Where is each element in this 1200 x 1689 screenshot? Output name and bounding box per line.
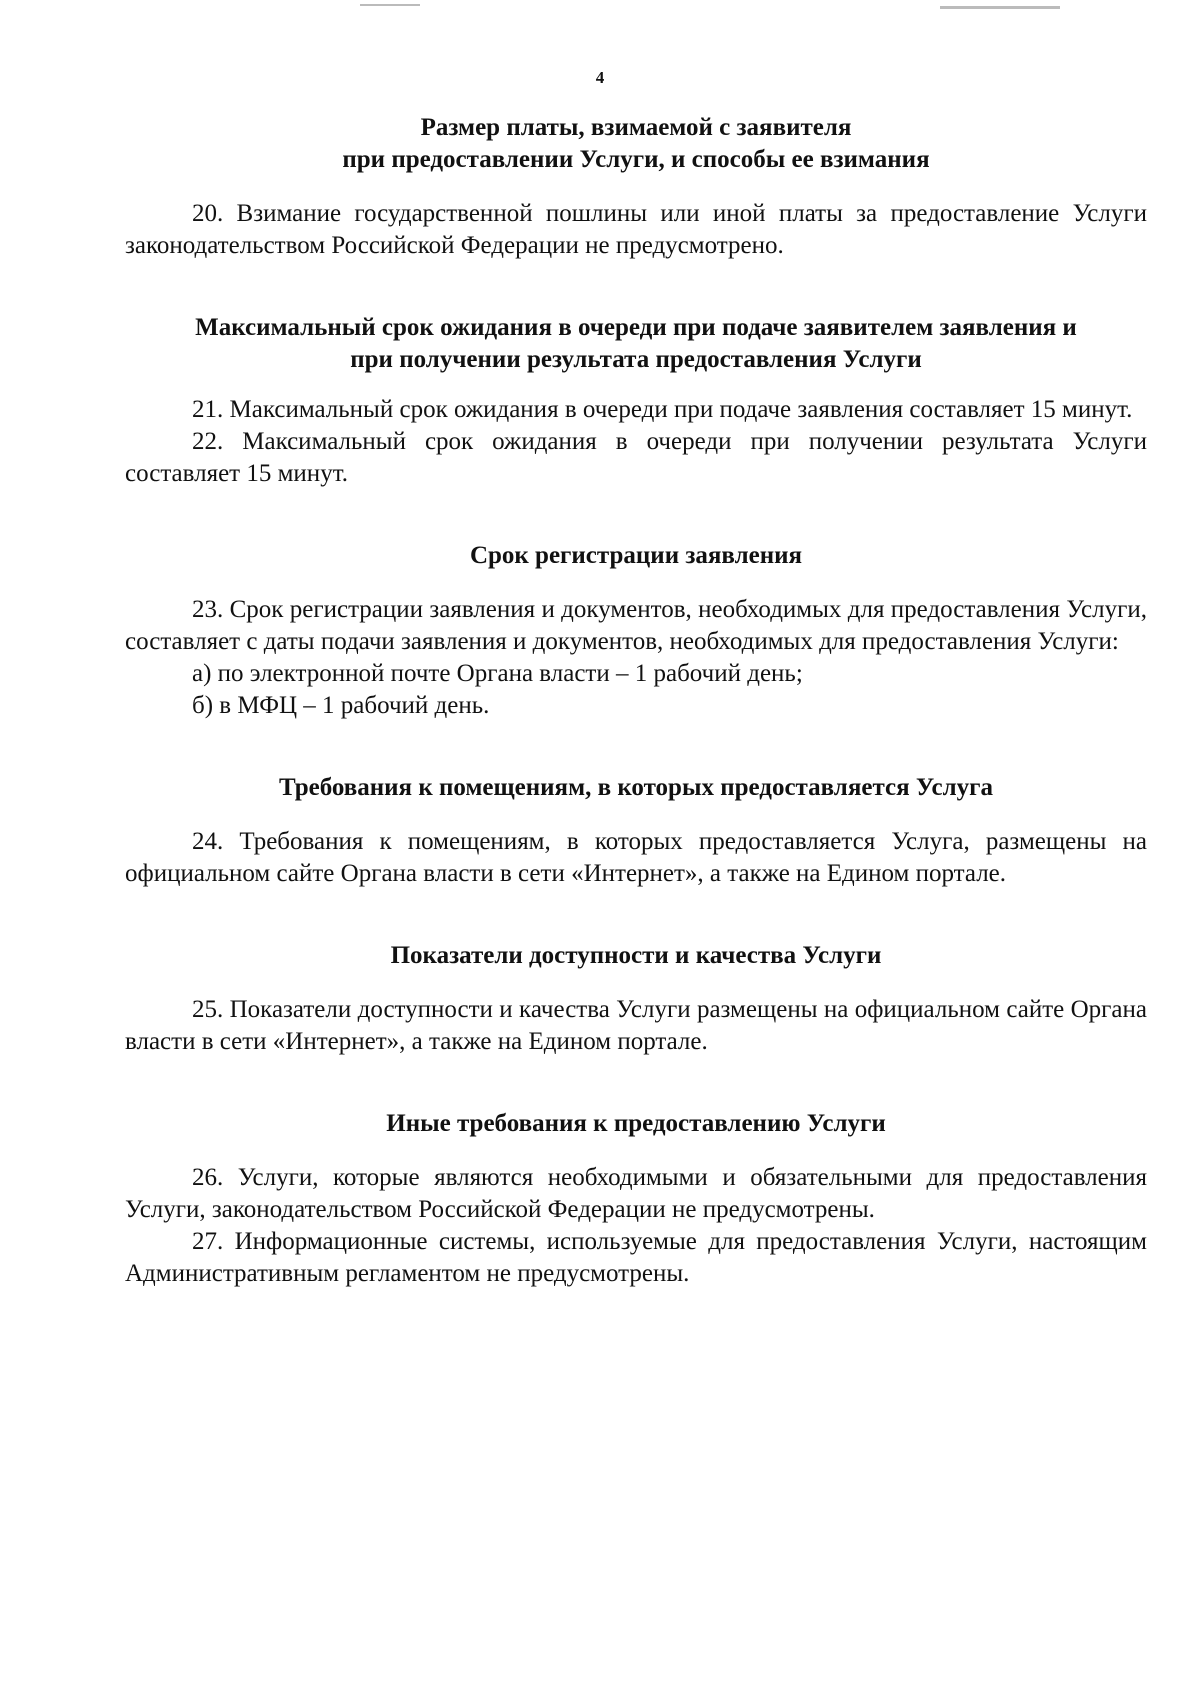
section-heading: Иные требования к предоставлению Услуги [386,1110,886,1137]
scan-artifact [940,6,1060,9]
section-heading: Размер платы, взимаемой с заявителя [420,114,852,141]
section-heading: при предоставлении Услуги, и способы ее взимания [342,146,930,173]
section-queue-time [125,312,1147,490]
paragraph: 26. Услуги, которые являются необходимыми и обязательными для предоставления Услуги, законодательством Российской Федерации не предусмотрены. [125,1164,1147,1223]
paragraph: 21. Максимальный срок ожидания в очереди при подаче заявления составляет 15 минут. [192,396,1133,423]
paragraph: 25. Показатели доступности и качества Услуги размещены на официальном сайте Органа власти в сети «Интернет», а также на Едином портале. [125,996,1147,1055]
page-number: 4 [595,68,605,87]
section-heading: Срок регистрации заявления [469,542,803,569]
paragraph: 22. Максимальный срок ожидания в очереди при получении результата Услуги составляет 15 минут. [125,428,1147,487]
section-heading: Требования к помещениям, в которых предоставляется Услуга [278,774,994,801]
paragraph: 23. Срок регистрации заявления и документов, необходимых для предоставления Услуги, составляет с даты подачи заявления и документов, необходимых для предоставления Услуги: [125,596,1147,655]
section-heading: Максимальный срок ожидания в очереди при подаче заявителем заявления и [195,314,1077,341]
section-registration-time [125,540,1147,722]
section-premises [125,772,1147,890]
section-fee [125,112,1147,262]
section-heading: Показатели доступности и качества Услуги [390,942,882,969]
paragraph: 27. Информационные системы, используемые для предоставления Услуги, настоящим Административным регламентом не предусмотрены. [125,1228,1147,1287]
scan-artifact [360,4,420,6]
list-item: б) в МФЦ – 1 рабочий день. [192,692,490,719]
section-quality-indicators [125,940,1147,1058]
document-body [125,112,1147,1290]
section-heading: при получении результата предоставления Услуги [350,346,922,373]
list-item: а) по электронной почте Органа власти – 1 рабочий день; [192,660,803,687]
section-other-requirements [125,1108,1147,1290]
paragraph: 24. Требования к помещениям, в которых предоставляется Услуга, размещены на официальном сайте Органа власти в сети «Интернет», а также на Едином портале. [125,828,1147,887]
paragraph: 20. Взимание государственной пошлины или иной платы за предоставление Услуги законодательством Российской Федерации не предусмотрено. [125,200,1147,259]
